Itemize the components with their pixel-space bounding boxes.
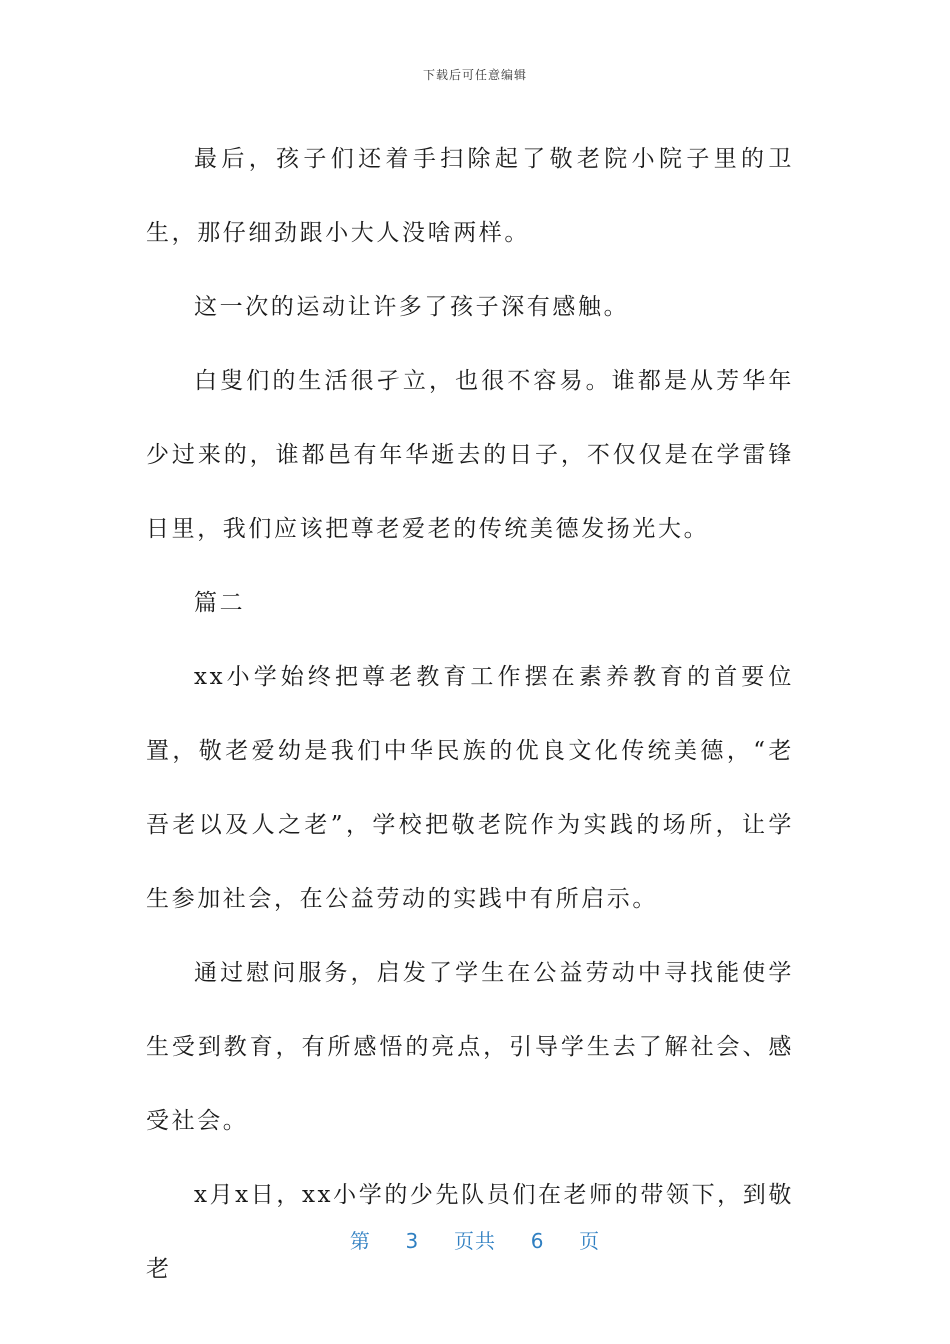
paragraph: 白叟们的生活很孑立，也很不容易。谁都是从芳华年少过来的，谁都邑有年华逝去的日子，不仅仅是在学雷锋日里，我们应该把尊老爱老的传统美德发扬光大。 [146,368,794,542]
footer-suffix: 页 [579,1229,601,1253]
paragraph: x月x日，xx小学的少先队员们在老师的带领下，到敬老 [146,1182,794,1282]
section-heading: 篇二 [194,590,246,616]
paragraph: 通过慰问服务，启发了学生在公益劳动中寻找能使学生受到教育，有所感悟的亮点，引导学生去了解社会、感受社会。 [146,960,794,1134]
footer-prefix: 第 [349,1229,371,1253]
paragraph: xx小学始终把尊老教育工作摆在素养教育的首要位置，敬老爱幼是我们中华民族的优良文化传统美德，“老吾老以及人之老”，学校把敬老院作为实践的场所，让学生参加社会，在公益劳动的实践中有所启示。 [146,664,794,912]
page-footer [0,1225,950,1254]
current-page-number: 3 [405,1229,420,1253]
paragraph: 最后，孩子们还着手扫除起了敬老院小院子里的卫生，那仔细劲跟小大人没啥两样。 [146,146,794,246]
paragraph: 这一次的运动让许多了孩子深有感触。 [194,294,630,320]
page-header: 下载后可任意编辑 [422,68,527,82]
document-body [146,122,794,1306]
footer-middle: 页共 [454,1229,496,1253]
total-pages-number: 6 [530,1229,545,1253]
